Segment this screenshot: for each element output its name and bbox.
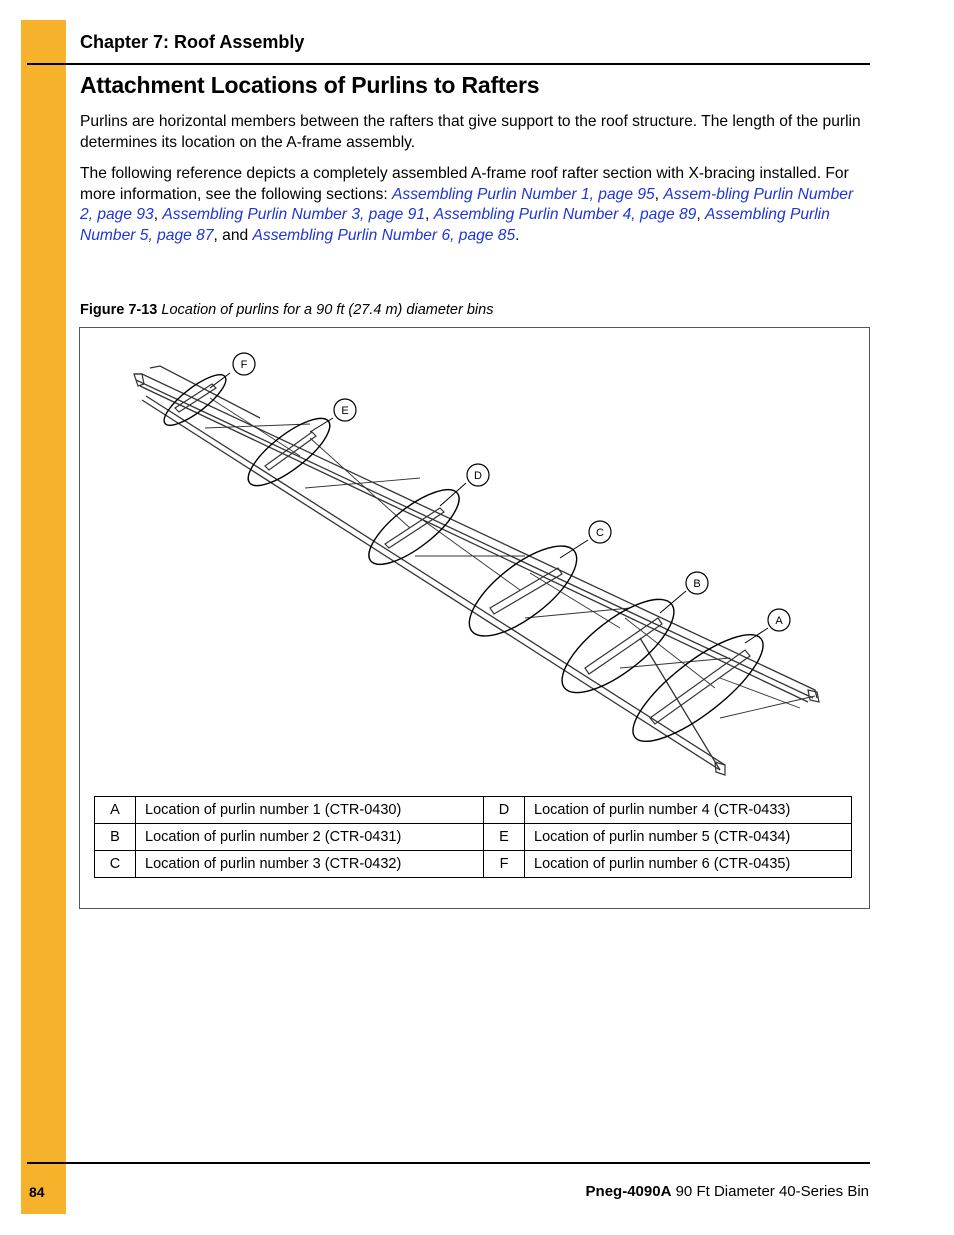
figure-frame [79, 327, 870, 909]
legend-key: B [95, 824, 136, 851]
legend-key: E [484, 824, 525, 851]
ellipse-A [619, 618, 777, 757]
figure-number: Figure 7-13 [80, 302, 158, 318]
separator-text: , and [213, 226, 253, 244]
link-purlin-4[interactable]: Assembling Purlin Number 4, page 89 [433, 206, 697, 223]
separator-text: , [696, 206, 706, 223]
callout-label-A: A [775, 615, 783, 627]
legend-value: Location of purlin number 5 (CTR-0434) [525, 824, 852, 851]
table-row [95, 797, 852, 824]
rafter-top-chord [134, 374, 817, 702]
rafter-bottom-chord [142, 366, 725, 770]
page-title: Attachment Locations of Purlins to Rafters [80, 72, 540, 98]
intro-paragraph: Purlins are horizontal members between the rafters that give support to the roof structure. The length of the purlin determines its location on the A-frame assembly. [80, 113, 861, 151]
legend-value: Location of purlin number 6 (CTR-0435) [525, 851, 852, 878]
legend-key: C [95, 851, 136, 878]
legend-key: F [484, 851, 525, 878]
callout-label-E: E [341, 405, 349, 417]
callout-label-B: B [693, 578, 701, 590]
legend-key: A [95, 797, 136, 824]
header-rule [27, 63, 870, 65]
purlin-location-ellipses [158, 367, 777, 758]
side-color-bar [21, 20, 66, 1214]
rafter-end-caps [134, 374, 819, 775]
legend-value: Location of purlin number 4 (CTR-0433) [525, 797, 852, 824]
legend-table [94, 796, 852, 878]
separator-text: , [153, 206, 163, 223]
link-purlin-3[interactable]: Assembling Purlin Number 3, page 91 [162, 206, 426, 223]
legend-value: Location of purlin number 2 (CTR-0431) [136, 824, 484, 851]
callout-circles [233, 353, 790, 631]
footer-doc-info [586, 1183, 869, 1200]
table-row [95, 851, 852, 878]
doc-id: Pneg-4090A [585, 1183, 672, 1200]
chapter-heading: Chapter 7: Roof Assembly [80, 32, 305, 52]
reference-intro-text: The following reference depicts a completely assembled A-frame roof rafter section with X-bracing installed. For more information, see the following sections: [80, 165, 849, 203]
callout-label-D: D [474, 470, 482, 482]
legend-value: Location of purlin number 3 (CTR-0432) [136, 851, 484, 878]
figure-caption [80, 302, 493, 318]
callout-leaders [210, 373, 768, 643]
link-purlin-6[interactable]: Assembling Purlin Number 6, page 85 [252, 226, 516, 244]
table-row [95, 824, 852, 851]
reference-paragraph [80, 164, 870, 246]
link-purlin-5[interactable]: Assembling Purlin Number 5, page 87 [80, 206, 830, 244]
rafter-diagram [80, 328, 869, 793]
purlin-members [175, 384, 750, 724]
callout-label-F: F [240, 359, 248, 371]
legend-key: D [484, 797, 525, 824]
ellipse-C [456, 530, 590, 651]
separator-text: , [654, 185, 664, 203]
link-purlin-1[interactable]: Assembling Purlin Number 1, page 95 [392, 185, 655, 203]
separator-text: , [425, 206, 434, 223]
doc-title: 90 Ft Diameter 40-Series Bin [671, 1183, 869, 1200]
legend-value: Location of purlin number 1 (CTR-0430) [136, 797, 484, 824]
footer-rule [27, 1162, 870, 1164]
end-period: . [515, 226, 520, 244]
link-purlin-2[interactable]: Assem-bling Purlin Number 2, page 93 [80, 185, 854, 223]
page-number: 84 [29, 1184, 45, 1200]
callout-label-C: C [596, 527, 604, 539]
figure-caption-text: Location of purlins for a 90 ft (27.4 m) diameter bins [161, 302, 494, 318]
